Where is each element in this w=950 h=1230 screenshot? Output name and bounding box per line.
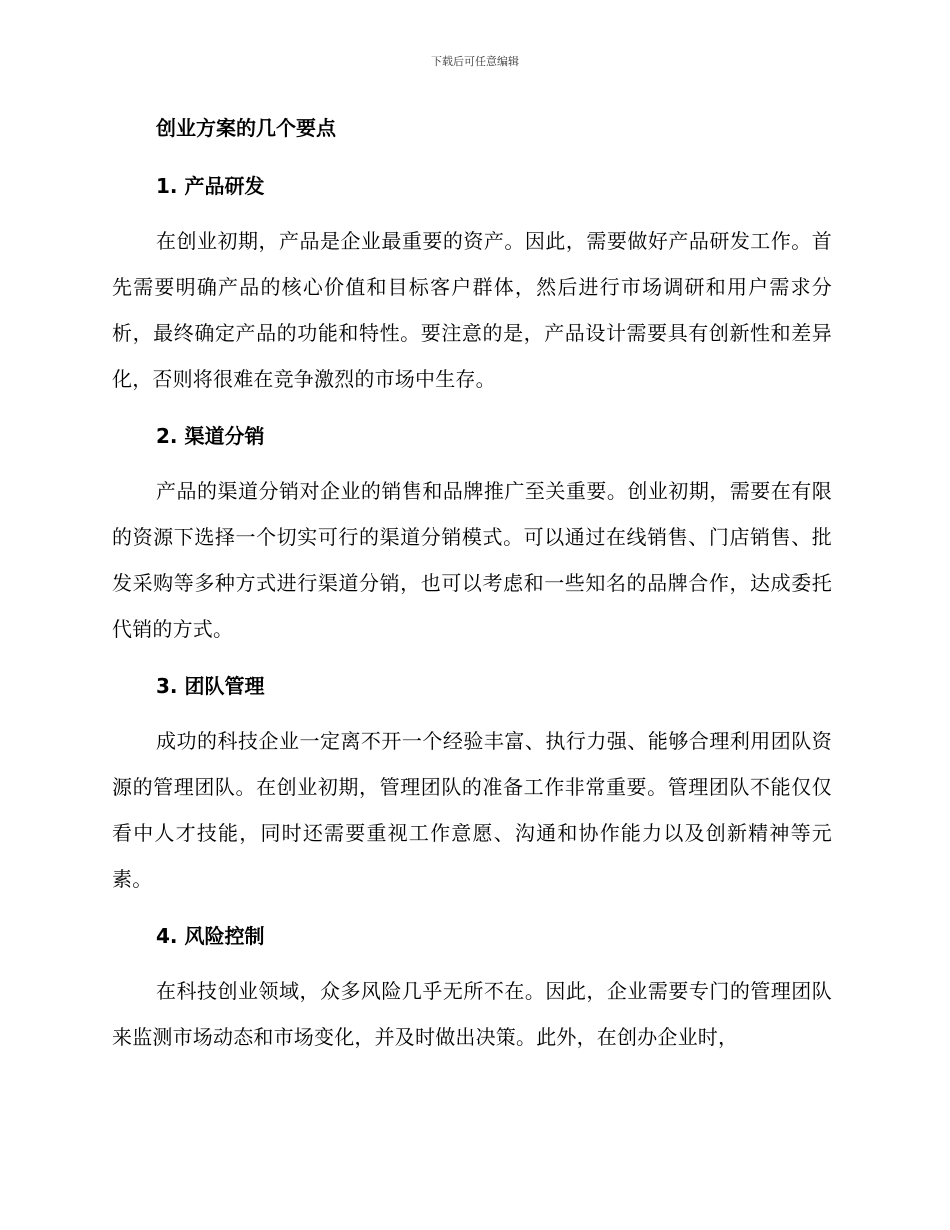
section-paragraph-channel-distribution: 产品的渠道分销对企业的销售和品牌推广至关重要。创业初期，需要在有限的资源下选择一个切实可行的渠道分销模式。可以通过在线销售、门店销售、批发采购等多种方式进行渠道分销，也可以考虑和一些知名的品牌合作，达成委托代销的方式。	[112, 479, 832, 641]
header-note: 下载后可任意编辑	[431, 55, 519, 68]
section-heading-team-management: 3. 团队管理	[156, 674, 265, 698]
section-heading-channel-distribution: 2. 渠道分销	[156, 424, 265, 448]
document-body	[112, 108, 832, 1074]
section-heading-product-rd: 1. 产品研发	[156, 174, 265, 198]
section-heading-risk-control: 4. 风险控制	[156, 924, 265, 948]
section-paragraph-team-management: 成功的科技企业一定离不开一个经验丰富、执行力强、能够合理利用团队资源的管理团队。在创业初期，管理团队的准备工作非常重要。管理团队不能仅仅看中人才技能，同时还需要重视工作意愿、沟通和协作能力以及创新精神等元素。	[112, 729, 832, 891]
section-paragraph-product-rd: 在创业初期，产品是企业最重要的资产。因此，需要做好产品研发工作。首先需要明确产品的核心价值和目标客户群体，然后进行市场调研和用户需求分析，最终确定产品的功能和特性。要注意的是，产品设计需要具有创新性和差异化，否则将很难在竞争激烈的市场中生存。	[112, 229, 832, 391]
section-paragraph-risk-control: 在科技创业领域，众多风险几乎无所不在。因此，企业需要专门的管理团队来监测市场动态和市场变化，并及时做出决策。此外，在创办企业时，	[112, 979, 832, 1049]
document-title: 创业方案的几个要点	[156, 116, 336, 140]
